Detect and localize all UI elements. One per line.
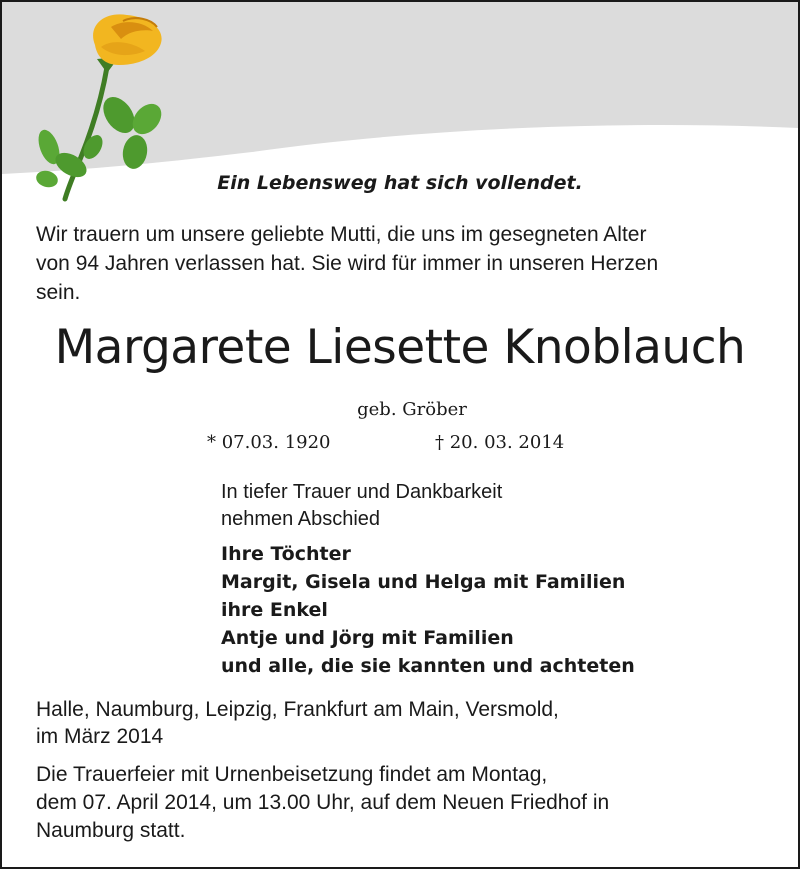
- funeral-service-info: [36, 761, 776, 845]
- family-line: Ihre Töchter: [221, 543, 351, 565]
- family-list: [221, 540, 635, 680]
- mourning-text: [221, 479, 502, 533]
- place-line: Halle, Naumburg, Leipzig, Frankfurt am Main, Versmold,: [36, 698, 559, 721]
- deceased-name: Margarete Liesette Knoblauch: [54, 320, 746, 375]
- place-line: im März 2014: [36, 725, 164, 748]
- tagline: Ein Lebensweg hat sich vollendet.: [217, 172, 583, 194]
- service-line: Naumburg statt.: [36, 819, 186, 842]
- family-line: Antje und Jörg mit Familien: [221, 627, 514, 649]
- intro-line: Wir trauern um unsere geliebte Mutti, die uns im gesegneten Alter: [36, 223, 647, 246]
- place-date: [36, 696, 776, 750]
- mourning-line: In tiefer Trauer und Dankbarkeit: [221, 481, 503, 503]
- date-born: * 07.03. 1920: [207, 432, 331, 453]
- service-line: dem 07. April 2014, um 13.00 Uhr, auf dem Neuen Friedhof in: [36, 791, 610, 814]
- family-line: Margit, Gisela und Helga mit Familien: [221, 571, 626, 593]
- family-line: und alle, die sie kannten und achteten: [221, 655, 635, 677]
- intro-line: von 94 Jahren verlassen hat. Sie wird für immer in unseren Herzen: [36, 252, 659, 275]
- intro-text: [36, 220, 776, 307]
- date-died: † 20. 03. 2014: [435, 432, 565, 453]
- intro-line: sein.: [36, 281, 81, 304]
- mourning-line: nehmen Abschied: [221, 508, 381, 530]
- service-line: Die Trauerfeier mit Urnenbeisetzung findet am Montag,: [36, 763, 548, 786]
- family-line: ihre Enkel: [221, 599, 328, 621]
- birth-name: geb. Gröber: [357, 399, 467, 420]
